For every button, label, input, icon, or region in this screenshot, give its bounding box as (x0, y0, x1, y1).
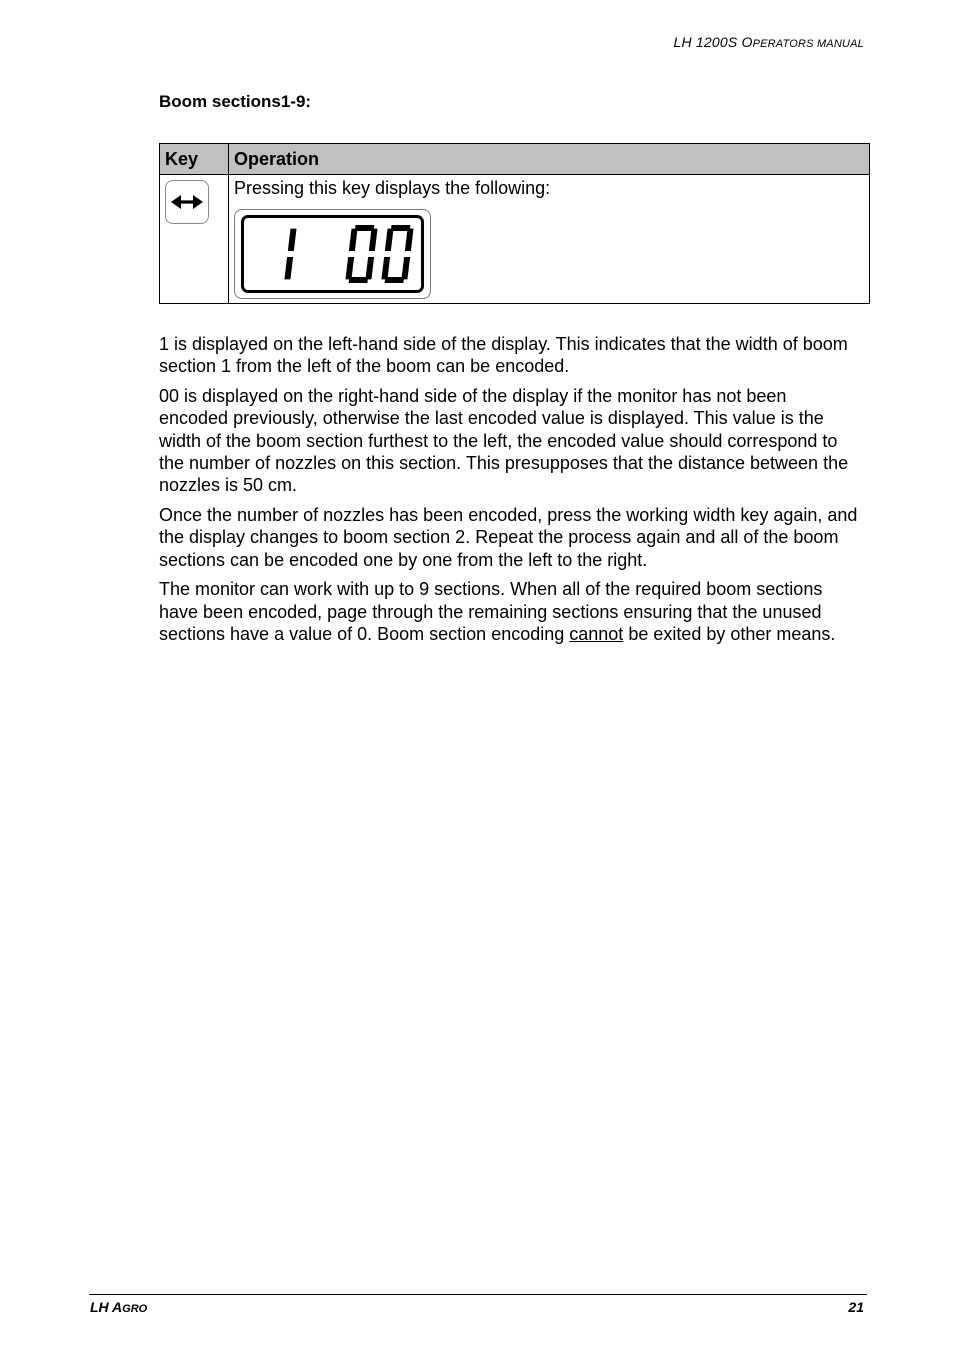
table-row (160, 175, 870, 304)
lcd-digit (381, 225, 413, 283)
operation-cell (229, 175, 870, 304)
page-number: 21 (848, 1299, 864, 1315)
left-right-arrow-icon (170, 192, 204, 212)
lcd-digit (345, 225, 377, 283)
key-operation-table (159, 143, 870, 304)
lcd-display (241, 215, 424, 293)
body-text (159, 333, 859, 653)
running-header: LH 1200S OPERATORS MANUAL (673, 34, 864, 50)
paragraph: 00 is displayed on the right-hand side of the display if the monitor has not been encoded previously, otherwise the last encoded value is displayed. This value is the width of the boom section furthest to the left, the encoded value should correspond to the number of nozzles on this section. This presupposes that the distance between the nozzles is 50 cm. (159, 386, 849, 496)
paragraph: 1 is displayed on the left-hand side of the display. This indicates that the width of boom section 1 from the left of the boom can be encoded. (159, 334, 848, 377)
footer-divider (89, 1294, 867, 1295)
emphasis-cannot: cannot (569, 624, 624, 645)
column-header-key: Key (160, 144, 229, 175)
paragraph: The monitor can work with up to 9 sections. When all of the required boom sections have been encoded, page through the remaining sections ensuring that the unused sections have a value of 0. Boom section encoding cannot be exited by other means. (159, 579, 836, 645)
column-header-operation: Operation (229, 144, 870, 175)
section-title: Boom sections1-9: (159, 92, 312, 111)
lcd-digit (284, 229, 296, 280)
paragraph: Once the number of nozzles has been encoded, press the working width key again, and the display changes to boom section 2. Repeat the process again and all of the boom sections can be encoded one by one from the left to the right. (159, 505, 858, 570)
footer-brand: LH AGRO (90, 1299, 148, 1315)
operation-text: Pressing this key displays the following: (234, 178, 551, 198)
key-cell (160, 175, 229, 304)
lcd-digits (244, 218, 421, 290)
lcd-display-frame (234, 209, 431, 299)
table-header-row (160, 144, 870, 175)
working-width-key-button[interactable] (165, 180, 209, 224)
